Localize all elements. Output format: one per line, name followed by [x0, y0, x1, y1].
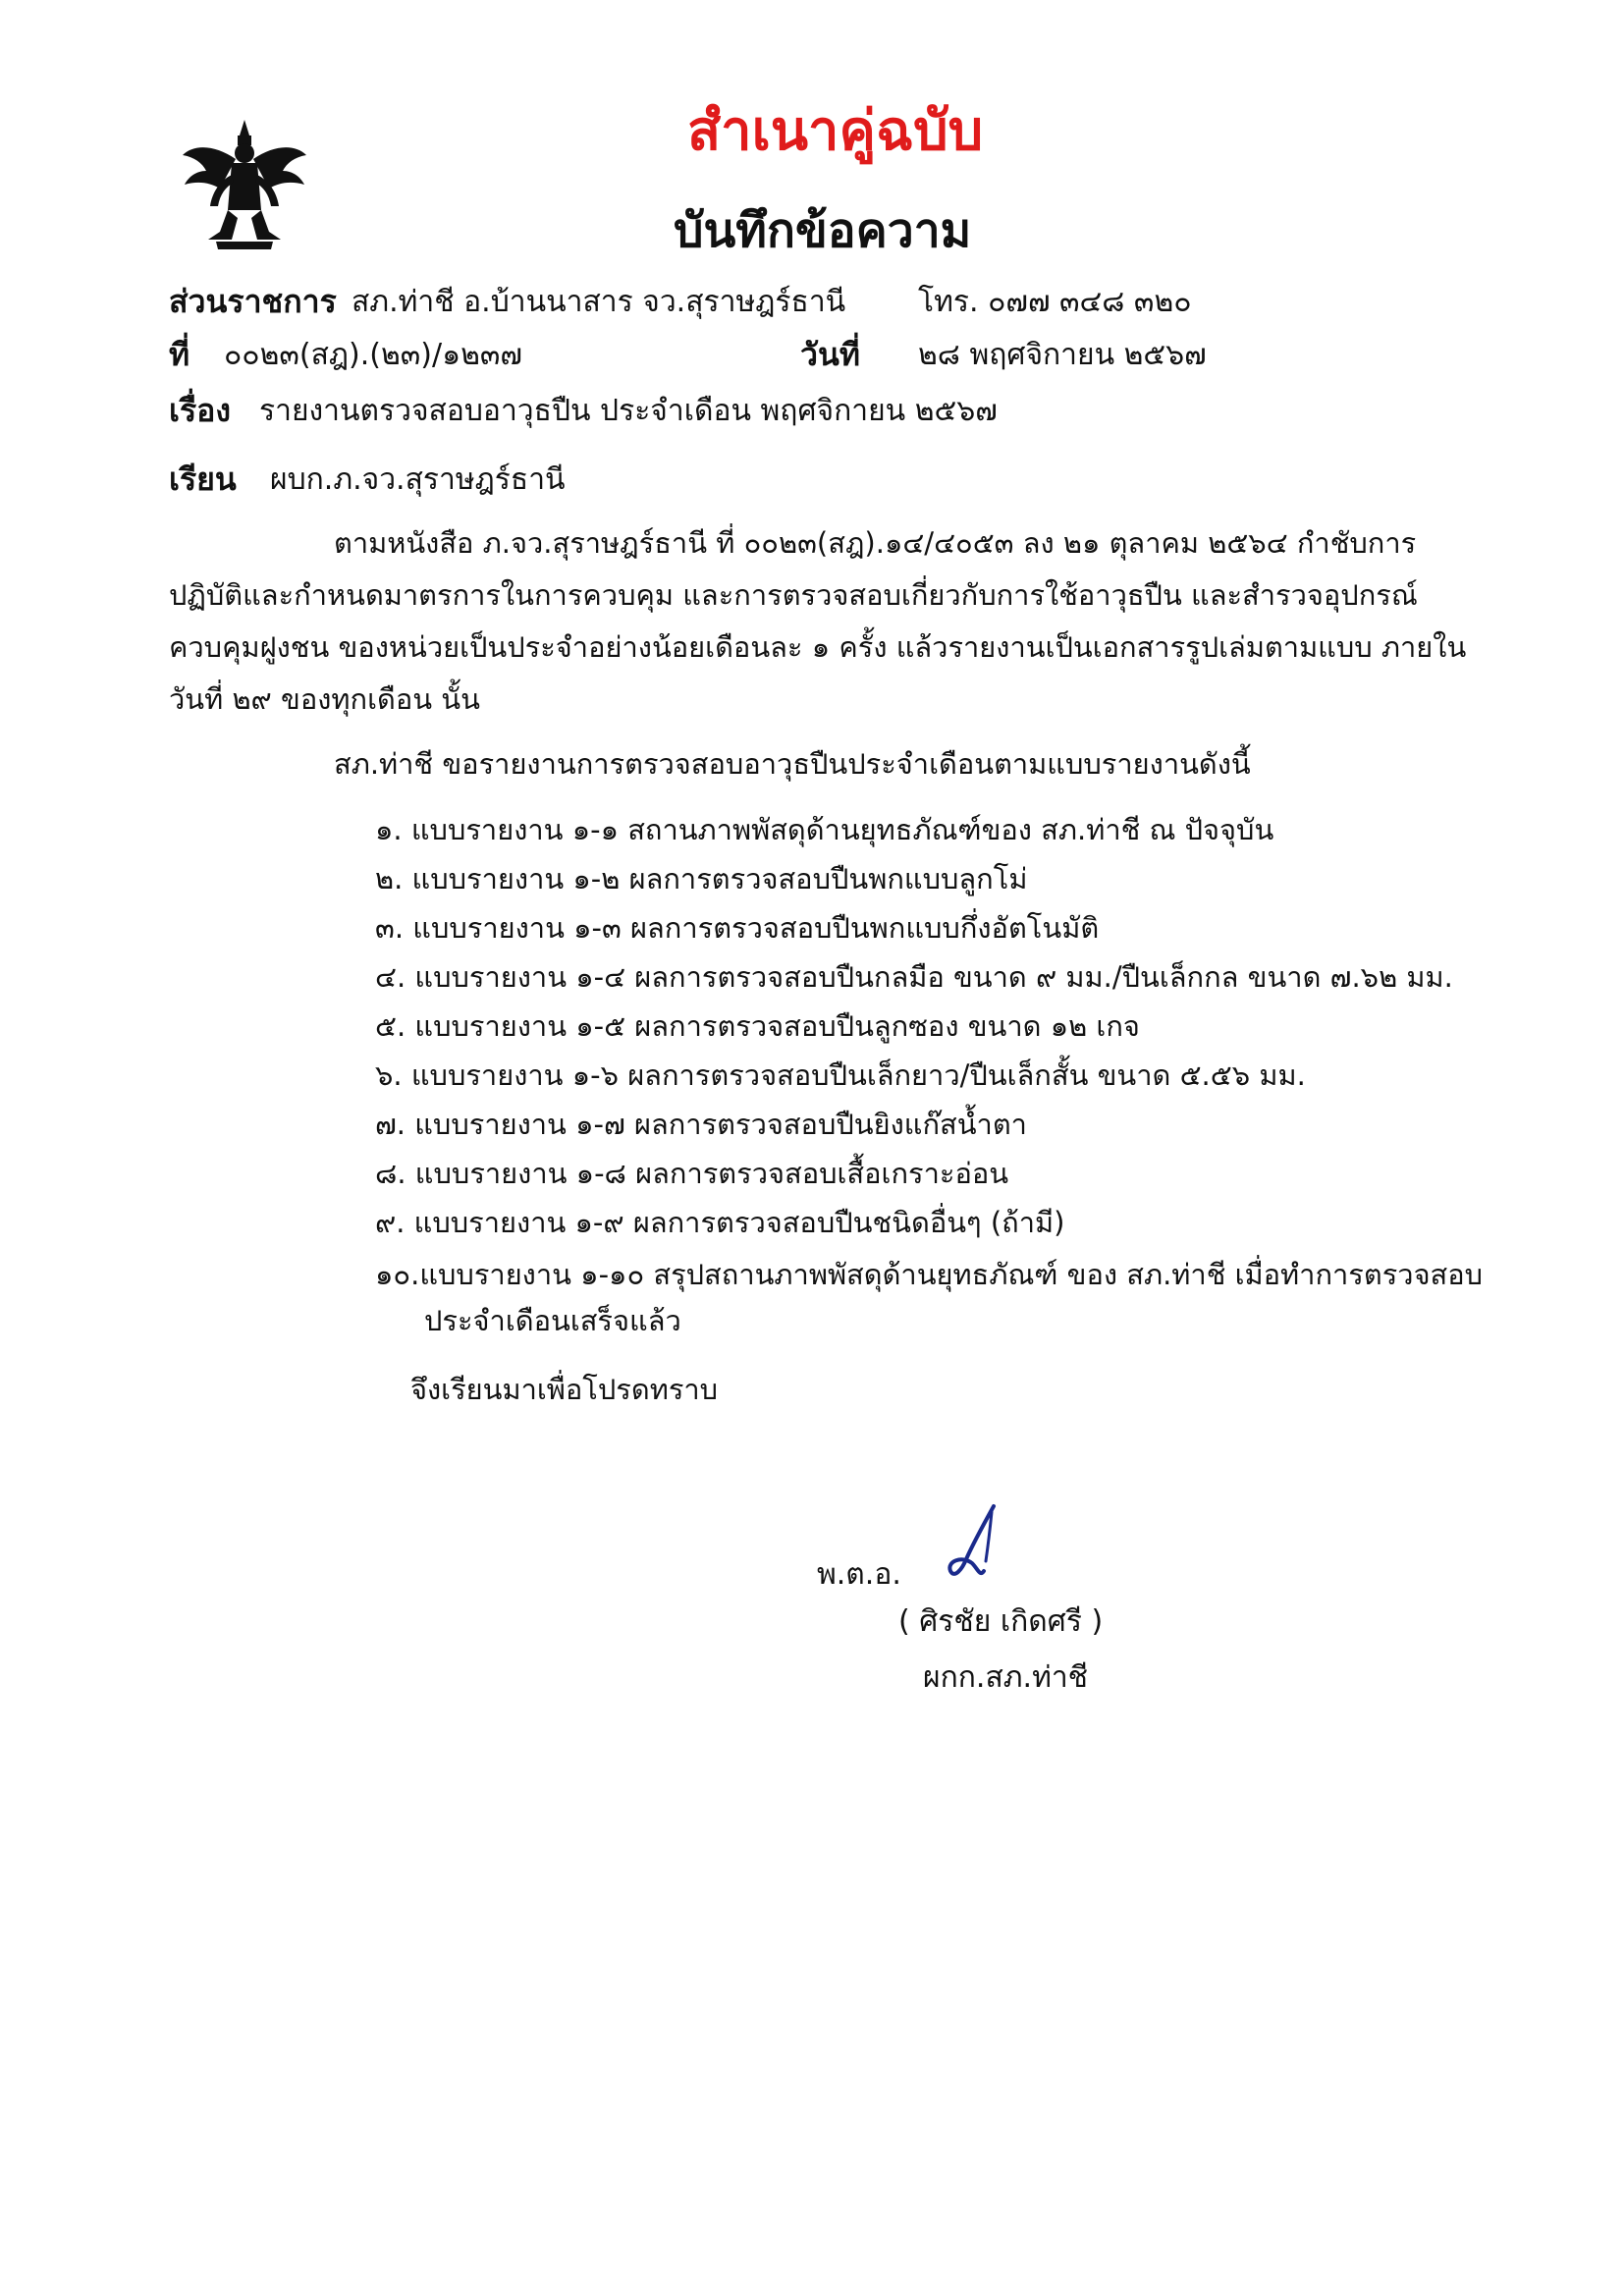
list-item: ๔. แบบรายงาน ๑-๔ ผลการตรวจสอบปืนกลมือ ขนาด ๙ มม./ปืนเล็กกล ขนาด ๗.๖๒ มม. [375, 960, 1453, 994]
garuda-emblem-icon [177, 116, 312, 253]
list-item: ๑๐.แบบรายงาน ๑-๑๐ สรุปสถานภาพพัสดุด้านยุทธภัณฑ์ ของ สภ.ท่าชี เมื่อทำการตรวจสอบ [375, 1258, 1484, 1291]
signature-name: ( ศิรชัย เกิดศรี ) [898, 1604, 1104, 1639]
para1-line: วันที่ ๒๙ ของทุกเดือน นั้น [169, 682, 480, 716]
agency-value: สภ.ท่าชี อ.บ้านนาสาร จว.สุราษฎร์ธานี [352, 285, 846, 319]
para1-line: ตามหนังสือ ภ.จว.สุราษฎร์ธานี ที่ ๐๐๒๓(สฎ).๑๔/๔๐๕๓ ลง ๒๑ ตุลาคม ๒๕๖๔ กำชับการ [334, 526, 1417, 560]
subject-label: เรื่อง [169, 392, 231, 429]
subject-value: รายงานตรวจสอบอาวุธปืน ประจำเดือน พฤศจิกายน ๒๕๖๗ [259, 394, 998, 428]
handwritten-signature-icon [933, 1502, 1011, 1591]
list-item: ๑. แบบรายงาน ๑-๑ สถานภาพพัสดุด้านยุทธภัณฑ์ของ สภ.ท่าชี ณ ปัจจุบัน [375, 813, 1274, 846]
date-value: ๒๘ พฤศจิกายน ๒๕๖๗ [918, 338, 1207, 372]
phone-number: โทร. ๐๗๗ ๓๔๘ ๓๒๐ [918, 285, 1192, 319]
para1-line: ปฏิบัติและกำหนดมาตรการในการควบคุม และการตรวจสอบเกี่ยวกับการใช้อาวุธปืน และสำรวจอุปกรณ์ [169, 578, 1418, 612]
reference-label: ที่ [169, 336, 190, 373]
para2-line: สภ.ท่าชี ขอรายงานการตรวจสอบอาวุธปืนประจำเดือนตามแบบรายงานดังนี้ [334, 747, 1251, 781]
list-item: ๓. แบบรายงาน ๑-๓ ผลการตรวจสอบปืนพกแบบกึ่งอัตโนมัติ [375, 911, 1100, 945]
list-item: ๘. แบบรายงาน ๑-๘ ผลการตรวจสอบเสื้อเกราะอ่อน [375, 1157, 1009, 1190]
list-item: ๙. แบบรายงาน ๑-๙ ผลการตรวจสอบปืนชนิดอื่นๆ (ถ้ามี) [375, 1206, 1065, 1239]
list-item: ๒. แบบรายงาน ๑-๒ ผลการตรวจสอบปืนพกแบบลูกโม่ [375, 862, 1028, 895]
signature-position: ผกก.สภ.ท่าชี [923, 1660, 1089, 1695]
list-item-continuation: ประจำเดือนเสร็จแล้ว [424, 1304, 681, 1337]
agency-label: ส่วนราชการ [169, 283, 337, 320]
reference-number: ๐๐๒๓(สฎ).(๒๓)/๑๒๓๗ [224, 338, 522, 372]
list-item: ๖. แบบรายงาน ๑-๖ ผลการตรวจสอบปืนเล็กยาว/ปืนเล็กสั้น ขนาด ๕.๕๖ มม. [375, 1058, 1306, 1092]
signature-rank: พ.ต.อ. [817, 1557, 901, 1592]
agency-row [169, 277, 337, 327]
document-title: บันทึกข้อความ [674, 203, 972, 258]
to-label: เรียน [169, 461, 237, 498]
closing-line: จึงเรียนมาเพื่อโปรดทราบ [410, 1373, 719, 1406]
para1-line: ควบคุมฝูงชน ของหน่วยเป็นประจำอย่างน้อยเดือนละ ๑ ครั้ง แล้วรายงานเป็นเอกสารรูปเล่มตามแบบ ภายใน [169, 630, 1467, 664]
list-item: ๕. แบบรายงาน ๑-๕ ผลการตรวจสอบปืนลูกซอง ขนาด ๑๒ เกจ [375, 1009, 1140, 1043]
copy-stamp: สำเนาคู่ฉบับ [687, 99, 984, 163]
to-value: ผบก.ภ.จว.สุราษฎร์ธานี [270, 462, 566, 497]
list-item: ๗. แบบรายงาน ๑-๗ ผลการตรวจสอบปืนยิงแก๊สน้ำตา [375, 1108, 1027, 1141]
date-label: วันที่ [800, 336, 860, 373]
